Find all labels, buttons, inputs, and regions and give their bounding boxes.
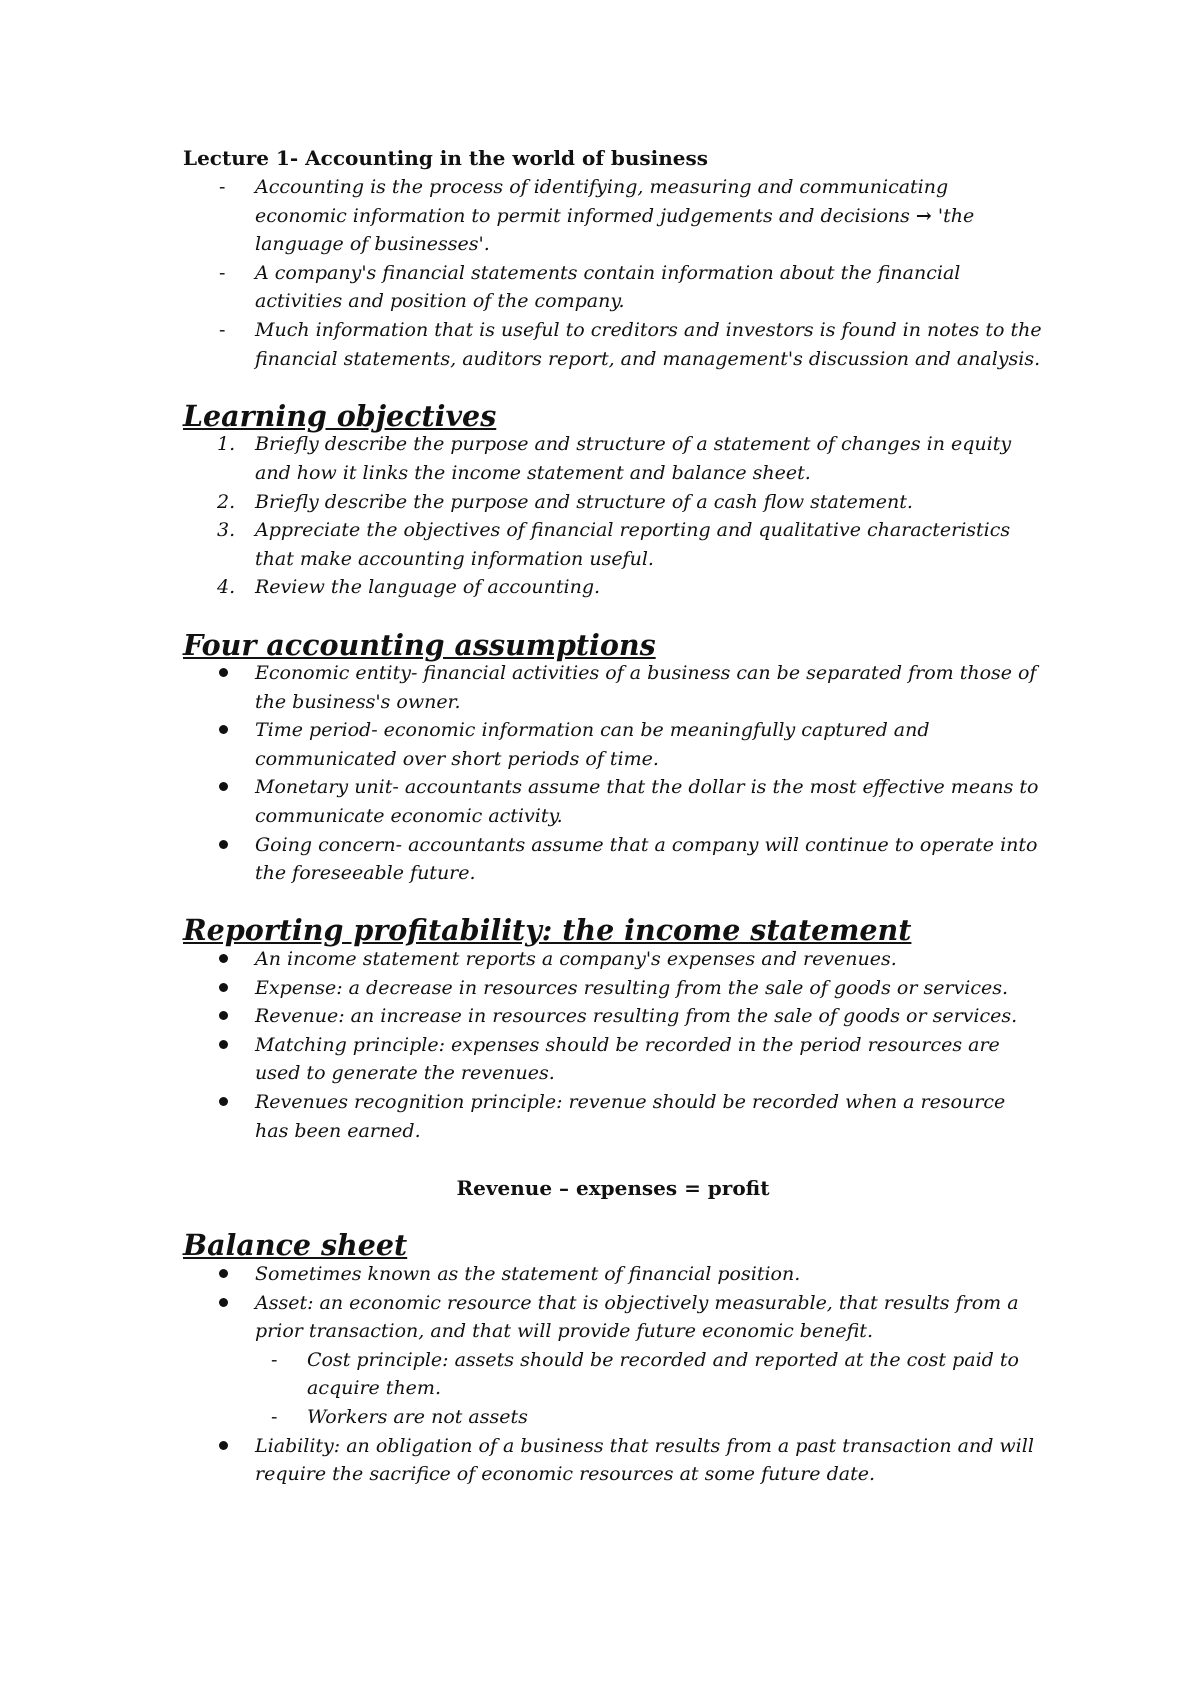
objective-text: Review the language of accounting. bbox=[255, 576, 601, 599]
assumption-item bbox=[183, 659, 1043, 716]
income-item bbox=[183, 1031, 1043, 1088]
intro-text-before: Accounting is the process of identifying, measuring and communicating economic information to permit informed judgements and decisions bbox=[255, 176, 949, 227]
assumptions-list bbox=[183, 659, 1043, 888]
objective-number: 2. bbox=[217, 490, 236, 513]
balance-item bbox=[183, 1260, 1043, 1289]
bullet-icon bbox=[219, 1040, 228, 1049]
income-text: Matching principle: expenses should be recorded in the period resources are used to generate the revenues. bbox=[255, 1033, 1000, 1085]
balance-sub-item bbox=[183, 1346, 1043, 1403]
assumption-text: Going concern- accountants assume that a company will continue to operate into the foreseeable future. bbox=[255, 833, 1038, 885]
bullet-icon bbox=[219, 954, 228, 963]
balance-sub-text: Cost principle: assets should be recorded and reported at the cost paid to acquire them. bbox=[307, 1348, 1019, 1400]
objective-item bbox=[183, 488, 1043, 517]
bullet-icon bbox=[219, 1011, 228, 1020]
balance-sheet-list bbox=[183, 1260, 1043, 1489]
assumption-item bbox=[183, 716, 1043, 773]
balance-sub-item bbox=[183, 1403, 1043, 1432]
assumption-item bbox=[183, 831, 1043, 888]
objective-text: Briefly describe the purpose and structure of a statement of changes in equity and how it links the income statement and balance sheet. bbox=[255, 433, 1012, 484]
assumption-item bbox=[183, 773, 1043, 830]
dash-marker: - bbox=[219, 176, 226, 198]
income-text: Expense: a decrease in resources resulting from the sale of goods or services. bbox=[255, 976, 1009, 999]
balance-sub-text: Workers are not assets bbox=[307, 1405, 528, 1428]
dash-marker: - bbox=[219, 318, 226, 341]
balance-item bbox=[183, 1289, 1043, 1346]
learning-objectives-heading: Learning objectives bbox=[183, 398, 497, 433]
assumption-text: Time period- economic information can be meaningfully captured and communicated over short periods of time. bbox=[255, 719, 930, 770]
objective-item bbox=[183, 573, 1043, 602]
intro-text-after: 'the language of businesses'. bbox=[255, 204, 975, 256]
income-statement-list bbox=[183, 945, 1043, 1145]
balance-text: Liability: an obligation of a business that results from a past transaction and will require the sacrifice of economic resources at some future date. bbox=[255, 1434, 1034, 1486]
assumptions-heading: Four accounting assumptions bbox=[183, 627, 656, 662]
intro-text: Much information that is useful to creditors and investors is found in notes to the financial statements, auditors report, and management's discussion and analysis. bbox=[255, 318, 1042, 370]
learning-objectives-list bbox=[183, 430, 1043, 602]
dash-marker: - bbox=[271, 1405, 278, 1428]
income-statement-heading: Reporting profitability: the income statement bbox=[183, 913, 912, 948]
intro-item bbox=[183, 316, 1043, 373]
income-item bbox=[183, 974, 1043, 1003]
objective-text: Appreciate the objectives of financial reporting and qualitative characteristics that make accounting information useful. bbox=[255, 519, 1011, 570]
objective-number: 4. bbox=[217, 576, 236, 599]
income-text: An income statement reports a company's expenses and revenues. bbox=[255, 948, 897, 971]
intro-list bbox=[183, 173, 1043, 373]
balance-sheet-heading: Balance sheet bbox=[183, 1228, 408, 1263]
bullet-icon bbox=[219, 668, 228, 677]
intro-item bbox=[183, 173, 1043, 259]
bullet-icon bbox=[219, 840, 228, 849]
assumption-text: Monetary unit- accountants assume that the dollar is the most effective means to communicate economic activity. bbox=[255, 776, 1039, 828]
document-content bbox=[183, 144, 1043, 1489]
bullet-icon bbox=[219, 782, 228, 791]
objective-number: 3. bbox=[217, 519, 236, 542]
bullet-icon bbox=[219, 725, 228, 734]
arrow-right-icon: → bbox=[915, 204, 932, 227]
dash-marker: - bbox=[219, 261, 226, 284]
income-item bbox=[183, 1088, 1043, 1145]
objective-number: 1. bbox=[217, 433, 236, 456]
income-item bbox=[183, 1002, 1043, 1031]
objective-item bbox=[183, 430, 1043, 487]
balance-text: Asset: an economic resource that is objectively measurable, that results from a prior transaction, and that will provide future economic benefit. bbox=[255, 1291, 1019, 1343]
objective-text: Briefly describe the purpose and structure of a cash flow statement. bbox=[255, 490, 913, 513]
income-text: Revenue: an increase in resources resulting from the sale of goods or services. bbox=[255, 1005, 1018, 1028]
balance-item bbox=[183, 1432, 1043, 1489]
objective-item bbox=[183, 516, 1043, 573]
intro-item bbox=[183, 259, 1043, 316]
bullet-icon bbox=[219, 983, 228, 992]
income-item bbox=[183, 945, 1043, 974]
bullet-icon bbox=[219, 1097, 228, 1106]
bullet-icon bbox=[219, 1298, 228, 1307]
income-text: Revenues recognition principle: revenue should be recorded when a resource has been earned. bbox=[255, 1091, 1006, 1142]
intro-text: A company's financial statements contain information about the financial activities and position of the company. bbox=[255, 261, 961, 313]
profit-formula: Revenue – expenses = profit bbox=[456, 1175, 770, 1200]
bullet-icon bbox=[219, 1441, 228, 1450]
bullet-icon bbox=[219, 1269, 228, 1278]
dash-marker: - bbox=[271, 1348, 278, 1371]
assumption-text: Economic entity- financial activities of a business can be separated from those of the business's owner. bbox=[255, 662, 1037, 713]
lecture-title: Lecture 1- Accounting in the world of business bbox=[183, 146, 709, 170]
balance-text: Sometimes known as the statement of financial position. bbox=[255, 1262, 801, 1285]
